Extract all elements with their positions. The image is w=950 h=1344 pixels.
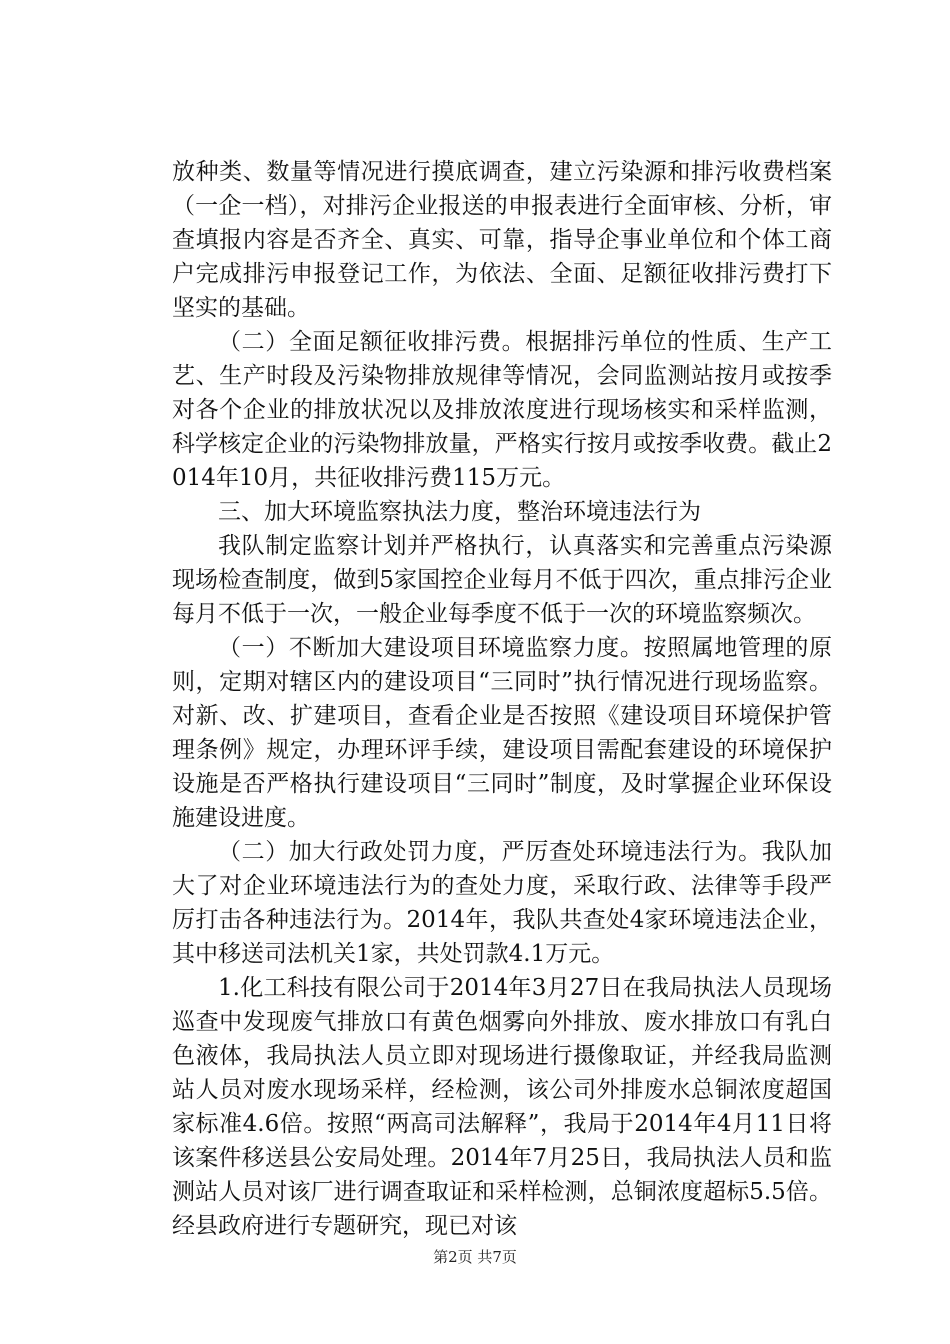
paragraph-6: 1.化工科技有限公司于2014年3月27日在我局执法人员现场巡查中发现废气排放口有黄色烟雾向外排放、废水排放口有乳白色液体，我局执法人员立即对现场进行摄像取证，并经我局监测站人员对废水现场采样，经检测，该公司外排废水总铜浓度超国家标准4.6倍。按照“两高司法解释”，我局于2014年4月11日将该案件移送县公安局处理。2014年7月25日，我局执法人员和监测站人员对该厂进行调查取证和采样检测，总铜浓度超标5.5倍。经县政府进行专题研究，现已对该 [172,975,832,1239]
paragraph-5: （二）加大行政处罚力度，严厉查处环境违法行为。我队加大了对企业环境违法行为的查处力度，采取行政、法律等手段严厉打击各种违法行为。2014年，我队共查处4家环境违法企业，其中移送司法机关1家，共处罚款4.1万元。 [172,839,832,967]
section-heading: 三、加大环境监察执法力度，整治环境违法行为 [218,499,701,525]
page-number-footer: 第2页 共7页 [433,1248,517,1266]
paragraph-2: （二）全面足额征收排污费。根据排污单位的性质、生产工艺、生产时段及污染物排放规律等情况，会同监测站按月或按季对各个企业的排放状况以及排放浓度进行现场核实和采样监测，科学核定企业的污染物排放量，严格实行按月或按季收费。截止2014年10月，共征收排污费115万元。 [172,329,832,491]
paragraph-4: （一）不断加大建设项目环境监察力度。按照属地管理的原则，定期对辖区内的建设项目“三同时”执行情况进行现场监察。对新、改、扩建项目，查看企业是否按照《建设项目环境保护管理条例》规定，办理环评手续，建设项目需配套建设的环境保护设施是否严格执行建设项目“三同时”制度，及时掌握企业环保设施建设进度。 [172,635,832,831]
document-body [172,155,832,1243]
paragraph-1: 放种类、数量等情况进行摸底调查，建立污染源和排污收费档案（一企一档），对排污企业报送的申报表进行全面审核、分析，审查填报内容是否齐全、真实、可靠，指导企事业单位和个体工商户完成排污申报登记工作，为依法、全面、足额征收排污费打下坚实的基础。 [172,159,832,321]
paragraph-3: 我队制定监察计划并严格执行，认真落实和完善重点污染源现场检查制度，做到5家国控企业每月不低于四次，重点排污企业每月不低于一次，一般企业每季度不低于一次的环境监察频次。 [172,533,832,627]
